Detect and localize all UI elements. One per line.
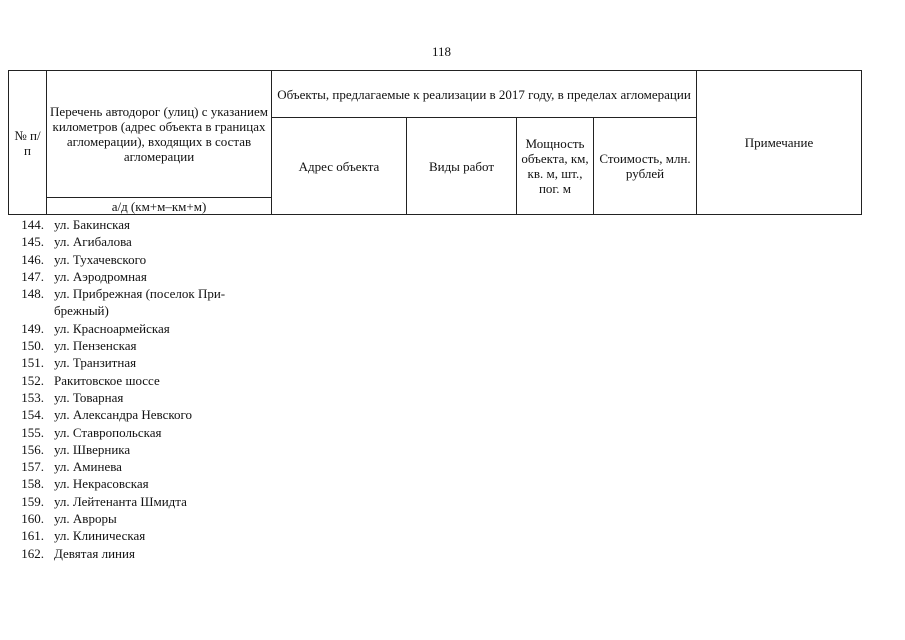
road-name: Ракитовское шоссе (54, 372, 160, 388)
row-number: 154. (21, 407, 44, 423)
row-number: 146. (21, 251, 44, 267)
row-number: 156. (21, 441, 44, 457)
row-number: 161. (21, 528, 44, 544)
road-name: ул. Агибалова (54, 234, 132, 250)
header-table (8, 70, 862, 215)
row-number: 162. (21, 545, 44, 561)
row-number: 152. (21, 372, 44, 388)
row-number: 159. (21, 493, 44, 509)
road-name: ул. Шверника (54, 441, 131, 457)
row-number: 148. (21, 286, 44, 302)
row-number: 158. (21, 476, 44, 492)
row-number: 157. (21, 459, 44, 475)
header-cost: Стоимость, млн. рублей (594, 118, 697, 215)
header-roads: Перечень автодорог (улиц) с указанием километров (адрес объекта в границах агломерации), входящих в состав агломерации (47, 71, 272, 198)
road-name: ул. Ставропольская (54, 424, 162, 440)
page-number: 118 (432, 44, 452, 59)
road-name: ул. Красноармейская (54, 320, 170, 336)
road-name: ул. Лейтенанта Шмидта (54, 493, 187, 509)
row-number: 145. (21, 234, 44, 250)
road-name: ул. Тухачевского (54, 251, 147, 267)
header-works: Виды работ (407, 118, 517, 215)
road-name: ул. Александра Невского (54, 407, 192, 423)
road-name: Девятая линия (54, 545, 135, 561)
road-name-continuation: брежный) (54, 303, 109, 319)
road-name: ул. Аминева (54, 459, 122, 475)
row-number: 150. (21, 338, 44, 354)
row-number: 144. (21, 217, 44, 232)
road-name: ул. Клиническая (54, 528, 146, 544)
road-name: ул. Пензенская (54, 338, 137, 354)
road-name: ул. Товарная (54, 389, 124, 405)
road-name: ул. Прибрежная (поселок При- (54, 286, 226, 302)
header-address: Адрес объекта (272, 118, 407, 215)
row-number: 147. (21, 268, 44, 284)
row-number: 160. (21, 511, 44, 527)
row-number: 153. (21, 389, 44, 405)
road-name: ул. Транзитная (54, 355, 137, 371)
row-number: 151. (21, 355, 44, 371)
road-name: ул. Некрасовская (54, 476, 149, 492)
road-name: ул. Бакинская (54, 217, 131, 232)
header-note: Примечание (697, 71, 862, 215)
row-number: 149. (21, 320, 44, 336)
header-objects-group: Объекты, предлагаемые к реализации в 2017 году, в пределах агломерации (272, 71, 697, 118)
road-name: ул. Авроры (54, 511, 117, 527)
header-roads-subtitle: а/д (км+м–км+м) (47, 198, 272, 215)
header-number: № п/п (9, 71, 47, 215)
header-capacity: Мощность объекта, км, кв. м, шт., пог. м (517, 118, 594, 215)
road-name: ул. Аэродромная (54, 268, 147, 284)
row-number: 155. (21, 424, 44, 440)
